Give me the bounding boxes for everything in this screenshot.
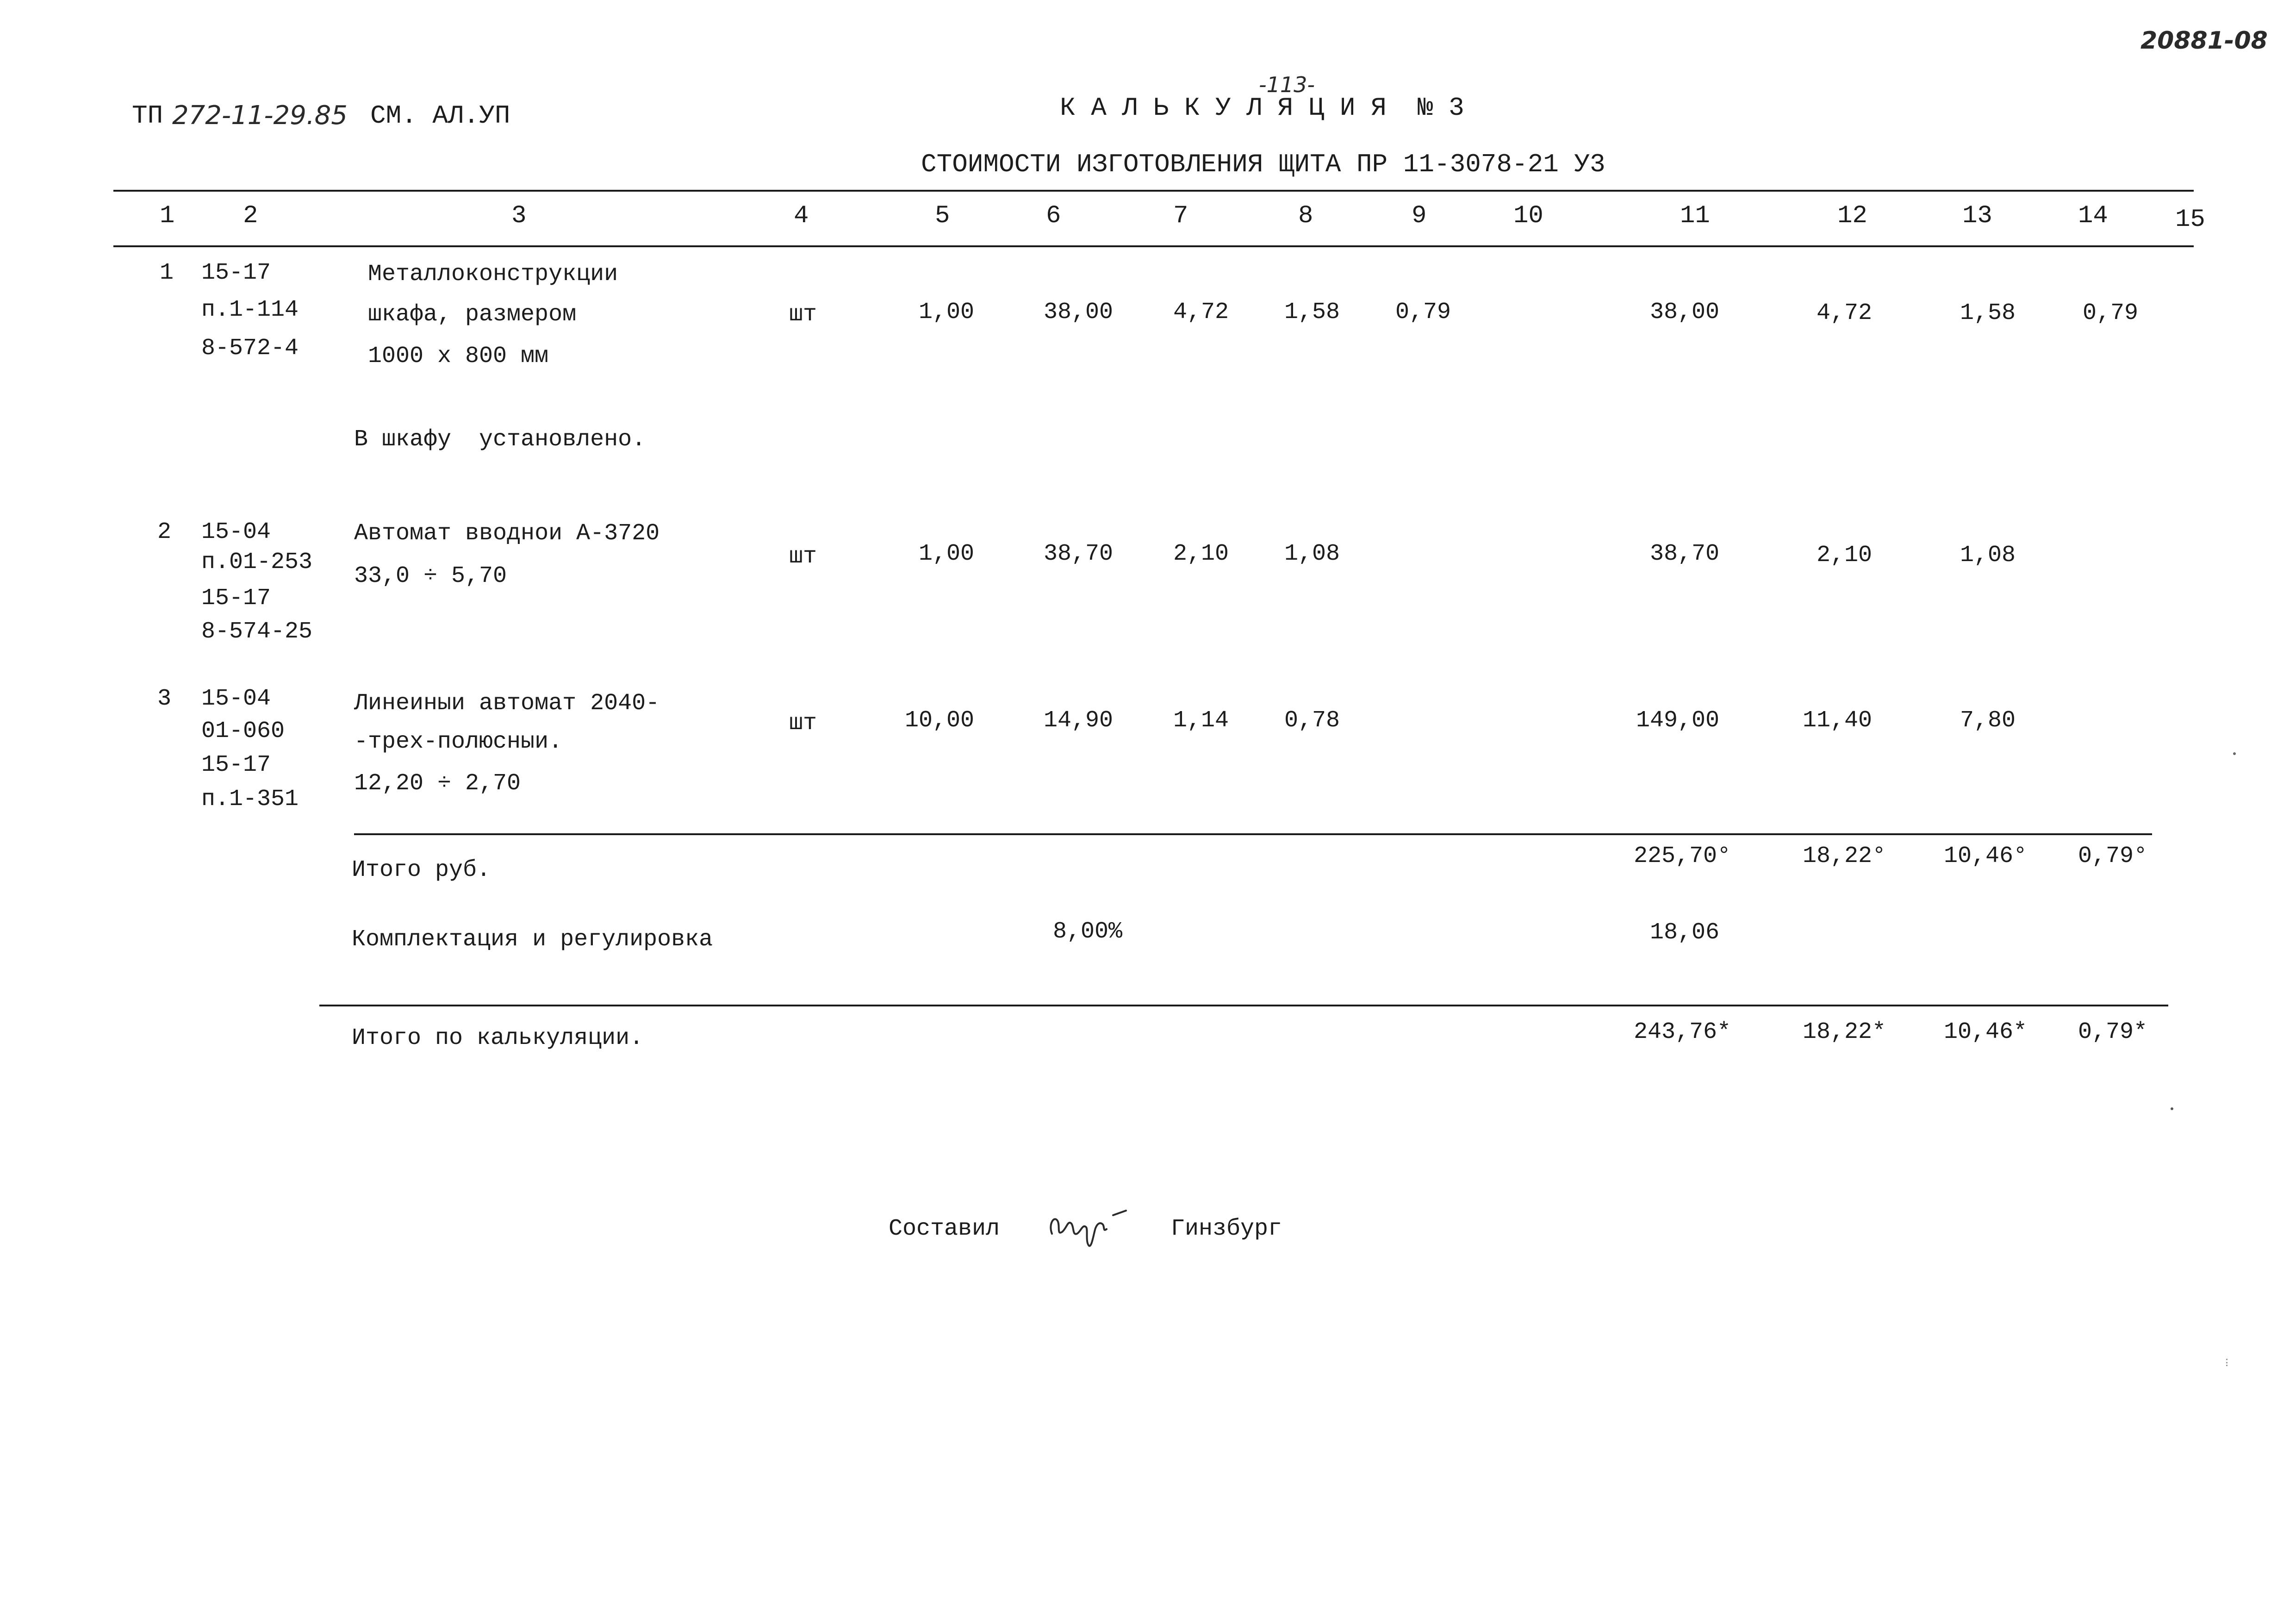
column-header: 5 [935,202,950,230]
subtotal-label: Итого руб. [352,857,491,883]
row-description: Линеиныи автомат 2040- [354,690,660,717]
row-code: 8-574-25 [201,618,313,645]
column-header: 8 [1298,202,1313,230]
doc-number: 20881-08 [2140,27,2268,55]
doc-reference-code: 272-11-29.85 [172,100,348,131]
row-code: 15-17 [201,260,271,286]
assembly-cell: 18,06 [1650,919,1720,946]
row-description: 12,20 ÷ 2,70 [354,770,521,797]
subtotal-cell: 18,22° [1803,843,1886,869]
row-cell: 1,58 [1284,299,1340,325]
row-unit: шт [789,710,817,737]
row-cell: 0,78 [1284,707,1340,734]
row-cell: 2,10 [1817,542,1873,568]
column-header: 12 [1837,202,1867,230]
section-note: В шкафу установлено. [354,426,646,453]
row-cell: 2,10 [1173,541,1229,567]
row-description: Металлоконструкции [368,261,618,287]
row-code: 15-17 [201,585,271,612]
scan-mark [2233,752,2236,755]
column-header: 6 [1046,202,1061,230]
scan-mark [2226,1359,2232,1366]
subtotal-cell: 10,46° [1944,843,2028,869]
row-description: 33,0 ÷ 5,70 [354,563,507,589]
row-cell: 38,00 [1650,299,1720,325]
row-description: Автомат вводнои А-3720 [354,520,660,547]
row-code: 8-572-4 [201,335,299,362]
row-cell: 38,70 [1044,541,1114,567]
column-header: 7 [1173,202,1188,230]
row-code: 15-04 [201,686,271,712]
row-code: п.1-114 [201,297,299,323]
total-cell: 18,22* [1803,1019,1886,1045]
row-cell: 38,70 [1650,541,1720,567]
doc-reference-prefix: ТП [132,101,163,131]
column-header: 14 [2078,202,2108,230]
column-header: 1 [160,202,175,230]
row-number: 2 [157,519,172,545]
doc-reference-suffix: СМ. АЛ.УП [370,101,510,131]
row-cell: 0,79 [2083,300,2139,326]
column-header: 3 [511,202,527,230]
column-header: 11 [1680,202,1710,230]
row-quantity: 10,00 [905,707,975,734]
row-cell: 14,90 [1044,707,1114,734]
total-cell: 0,79* [2078,1019,2148,1045]
row-code: п.01-253 [201,549,313,575]
document-subtitle: СТОИМОСТИ ИЗГОТОВЛЕНИЯ ЩИТА ПР 11-3078-21 У3 [921,150,1605,179]
row-number: 3 [157,686,172,712]
column-header: 9 [1412,202,1427,230]
signature-label: Составил [889,1216,1000,1242]
row-description: шкафа, размером [368,301,577,328]
signatory-name: Гинзбург [1171,1216,1282,1242]
subtotal-cell: 225,70° [1634,843,1731,869]
total-cell: 243,76* [1634,1019,1731,1045]
row-code: п.1-351 [201,786,299,812]
column-header: 2 [243,202,258,230]
row-cell: 1,08 [1960,542,2016,568]
assembly-percent: 8,00% [1053,918,1123,945]
row-code: 01-060 [201,718,285,744]
column-header: 4 [794,202,809,230]
row-cell: 4,72 [1173,299,1229,325]
subtotal-rule [354,833,2152,835]
row-code: 15-04 [201,519,271,545]
total-cell: 10,46* [1944,1019,2028,1045]
row-cell: 1,14 [1173,707,1229,734]
handwritten-signature [1044,1201,1136,1252]
table-top-rule [113,190,2194,192]
row-quantity: 1,00 [919,299,975,325]
row-cell: 38,00 [1044,299,1114,325]
row-description: 1000 х 800 мм [368,343,549,369]
document-title: К А Л Ь К У Л Я Ц И Я № 3 [1060,93,1464,123]
column-header: 10 [1513,202,1543,230]
row-unit: шт [789,301,817,328]
row-cell: 11,40 [1803,707,1873,734]
row-cell: 149,00 [1636,707,1720,734]
header-bottom-rule [113,245,2194,247]
assembly-label: Комплектация и регулировка [352,926,713,953]
row-cell: 1,08 [1284,541,1340,567]
row-cell: 0,79 [1395,299,1451,325]
column-header: 13 [1962,202,1992,230]
row-cell: 1,58 [1960,300,2016,326]
total-rule [319,1005,2168,1006]
subtotal-cell: 0,79° [2078,843,2148,869]
row-description: -трех-полюсныи. [354,729,563,755]
row-unit: шт [789,543,817,570]
row-cell: 7,80 [1960,707,2016,734]
row-number: 1 [160,260,174,286]
row-code: 15-17 [201,752,271,778]
column-header: 15 [2175,206,2205,234]
scan-mark [2171,1107,2173,1110]
row-cell: 4,72 [1817,300,1873,326]
page-number: -113- [1259,72,1315,97]
row-quantity: 1,00 [919,541,975,567]
total-label: Итого по калькуляции. [352,1025,644,1051]
